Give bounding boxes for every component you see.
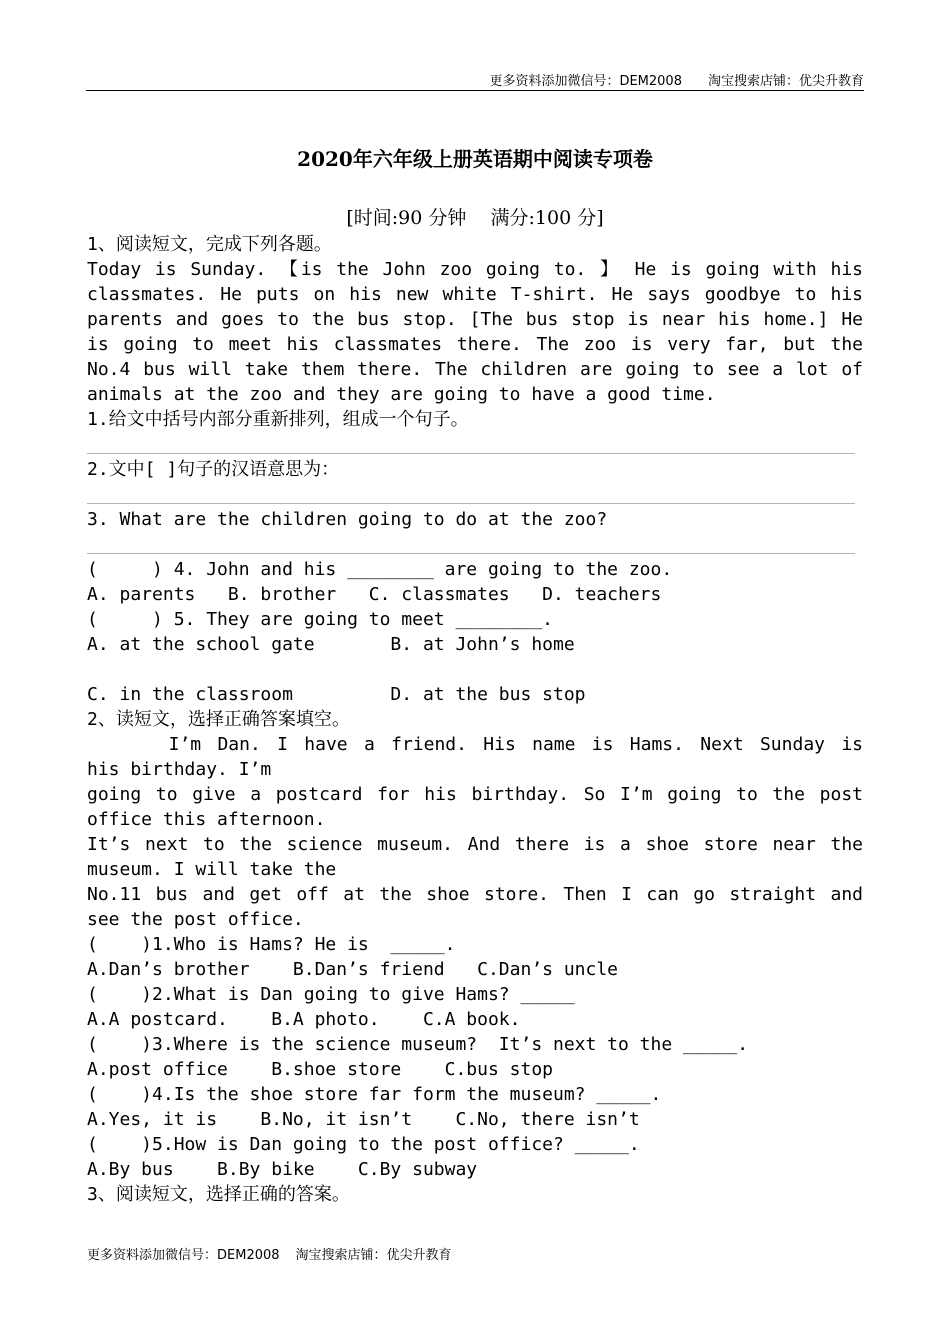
- question-2-4-options: A.Yes, it is B.No, it isn’t C.No, there isn’t: [87, 1109, 640, 1130]
- question-1-5-options: C. in the classroom D. at the bus stop: [87, 684, 586, 705]
- footer-taobao: 淘宝搜索店铺：优尖升教育: [295, 1248, 452, 1263]
- passage-1-line: animals at the zoo and they are going to have a good time.: [87, 384, 716, 405]
- passage-1-line: classmates. He puts on his new white T-shirt. He says goodbye to his: [87, 284, 863, 305]
- passage-2-line: office this afternoon.: [87, 809, 326, 830]
- footer-wechat: 更多资料添加微信号：DEM2008: [87, 1248, 280, 1263]
- question-1-5-options: A. at the school gate B. at John’s home: [87, 634, 575, 655]
- passage-1-line: parents and goes to the bus stop. [The bus stop is near his home.] He: [87, 309, 863, 330]
- passage-1-line: No.4 bus will take them there. The children are going to see a lot of: [87, 359, 863, 380]
- header-wechat: 更多资料添加微信号：DEM2008: [489, 74, 682, 89]
- answer-line-2: [87, 482, 863, 507]
- question-2-1-options: A.Dan’s brother B.Dan’s friend C.Dan’s uncle: [87, 959, 619, 980]
- exam-meta: [时间:90 分钟 满分:100 分]: [346, 207, 604, 229]
- section-3-heading: 3、阅读短文，选择正确的答案。: [87, 1184, 350, 1205]
- question-2-4: ( )4.Is the shoe store far form the museum? _____.: [87, 1084, 662, 1105]
- page-footer: [87, 1244, 452, 1263]
- header-divider: [86, 90, 864, 91]
- question-1-2: 2.文中[ ]句子的汉语意思为：: [87, 459, 340, 480]
- question-1-3: 3. What are the children going to do at the zoo?: [87, 509, 608, 530]
- document-body: [87, 232, 863, 1207]
- passage-2-line: going to give a postcard for his birthday. So I’m going to the post: [87, 784, 863, 805]
- question-2-2: ( )2.What is Dan going to give Hams? _____: [87, 984, 575, 1005]
- question-1-4-options: A. parents B. brother C. classmates D. teachers: [87, 584, 662, 605]
- answer-line-3: [87, 532, 863, 557]
- section-1-heading: 1、阅读短文，完成下列各题。: [87, 234, 332, 255]
- passage-2-line: see the post office.: [87, 909, 304, 930]
- question-1-5: ( ) 5. They are going to meet ________.: [87, 609, 553, 630]
- passage-2-line: his birthday. I’m: [87, 759, 272, 780]
- question-2-5: ( )5.How is Dan going to the post office? _____.: [87, 1134, 640, 1155]
- section-2-heading: 2、读短文，选择正确答案填空。: [87, 709, 350, 730]
- answer-line-1: [87, 432, 863, 457]
- question-1-1: 1.给文中括号内部分重新排列，组成一个句子。: [87, 409, 469, 430]
- passage-2-line: I’m Dan. I have a friend. His name is Hams. Next Sunday is: [87, 734, 863, 755]
- page-header: [420, 70, 864, 89]
- question-1-4: ( ) 4. John and his ________ are going to the zoo.: [87, 559, 673, 580]
- question-2-5-options: A.By bus B.By bike C.By subway: [87, 1159, 478, 1180]
- question-2-3: ( )3.Where is the science museum? It’s next to the _____.: [87, 1034, 749, 1055]
- header-taobao: 淘宝搜索店铺：优尖升教育: [707, 74, 864, 89]
- passage-2-line: No.11 bus and get off at the shoe store. Then I can go straight and: [87, 884, 863, 905]
- question-2-1: ( )1.Who is Hams? He is _____.: [87, 934, 456, 955]
- passage-2-line: It’s next to the science museum. And there is a shoe store near the: [87, 834, 863, 855]
- page-title: 2020年六年级上册英语期中阅读专项卷: [297, 147, 653, 171]
- passage-2-line: museum. I will take the: [87, 859, 337, 880]
- question-2-3-options: A.post office B.shoe store C.bus stop: [87, 1059, 553, 1080]
- passage-1-line: Today is Sunday. 【is the John zoo going to. 】 He is going with his: [87, 259, 863, 280]
- question-2-2-options: A.A postcard. B.A photo. C.A book.: [87, 1009, 521, 1030]
- passage-1-line: is going to meet his classmates there. The zoo is very far, but the: [87, 334, 863, 355]
